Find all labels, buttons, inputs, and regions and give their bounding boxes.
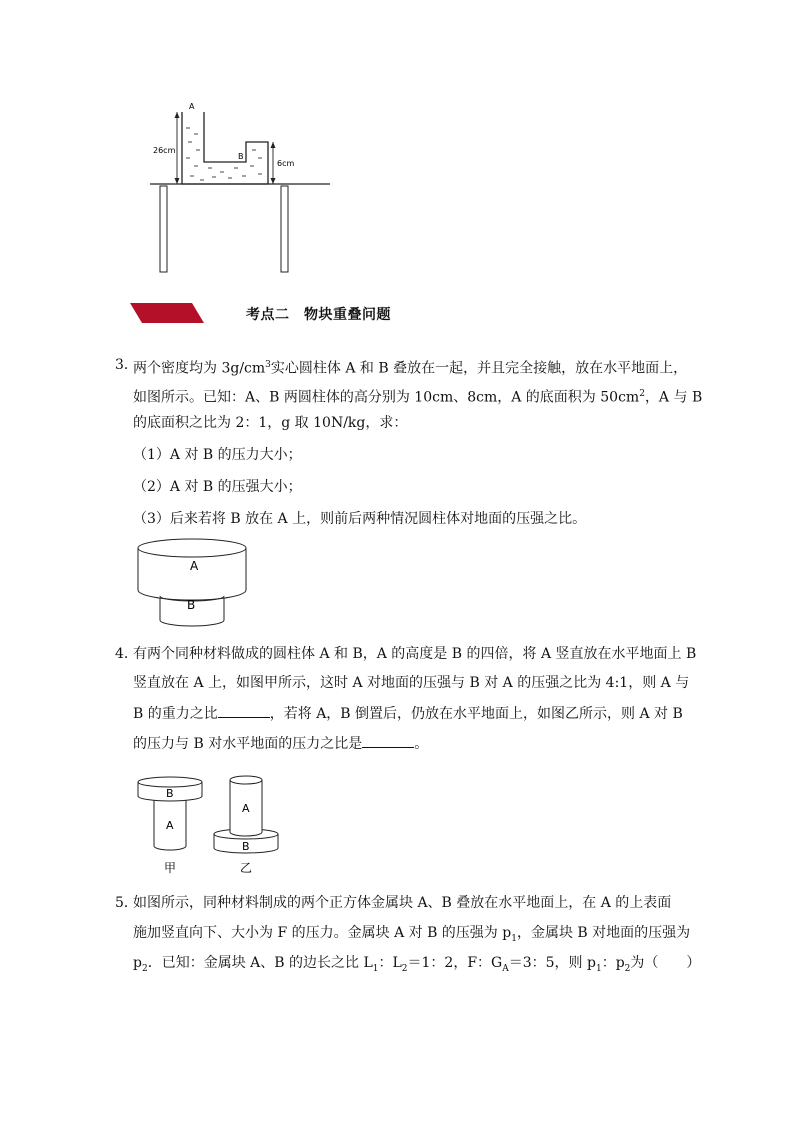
q5-line2-a: 施加竖直向下、大小为 F 的压力。金属块 A 对 B 的压强为 p xyxy=(133,925,512,941)
question-3-line-2 xyxy=(133,384,702,408)
vessel-dim-6cm: 6cm xyxy=(277,159,295,168)
question-3-sub-3: （3）后来若将 B 放在 A 上，则前后两种情况圆柱体对地面的压强之比。 xyxy=(133,511,587,527)
question-4-line-4 xyxy=(133,733,428,754)
section-title: 考点二 物块重叠问题 xyxy=(246,307,391,323)
question-5-number: 5． xyxy=(115,895,138,911)
jia-a-label: A xyxy=(166,819,174,832)
connected-vessel-figure xyxy=(150,98,340,278)
question-5-line-2 xyxy=(133,923,690,949)
question-4-line-1: 有两个同种材料做成的圆柱体 A 和 B，A 的高度是 B 的四倍，将 A 竖直放在水平地面上 B xyxy=(133,646,697,662)
stacked-cylinders-figure xyxy=(136,538,256,630)
q4-line4-a: 的压力与 B 对水平地面的压力之比是 xyxy=(133,736,363,752)
q5-line3-sub-p1: 1 xyxy=(595,963,602,974)
question-4-line-3 xyxy=(133,703,683,724)
question-3-sub-1: （1）A 对 B 的压力大小； xyxy=(133,447,302,463)
vessel-label-a: A xyxy=(189,102,195,111)
q5-line3-g: 为（ ） xyxy=(630,955,701,971)
q3-line1-a: 两个密度均为 3g/cm xyxy=(133,360,266,377)
jia-b-label: B xyxy=(166,787,174,800)
q3-line1-b: 实心圆柱体 A 和 B 叠放在一起，并且完全接触，放在水平地面上， xyxy=(270,360,688,377)
cylinder-b-label: B xyxy=(187,598,196,612)
q5-line3-sub-ga: A xyxy=(502,963,509,974)
question-3-line-1 xyxy=(133,355,687,379)
q5-line3-sub-l1: 1 xyxy=(372,963,379,974)
q5-line3-a: p xyxy=(133,955,142,971)
question-5-line-1: 如图所示，同种材料制成的两个正方体金属块 A、B 叠放在水平地面上，在 A 的上表面 xyxy=(133,895,672,911)
q5-line2-b: ，金属块 B 对地面的压强为 xyxy=(516,925,691,941)
q5-line3-sub2: 2 xyxy=(141,963,148,974)
q3-line2-b: ，A 与 B xyxy=(644,389,703,406)
question-5-line-3 xyxy=(133,953,700,979)
vessel-label-b: B xyxy=(238,152,244,161)
vessel-dim-26cm: 26cm xyxy=(153,146,176,155)
cylinder-a-label: A xyxy=(190,559,199,573)
question-3-line-3: 的底面积之比为 2：1，g 取 10N/kg，求： xyxy=(133,415,408,431)
q4-line3-b: ，若将 A，B 倒置后，仍放在水平地面上，如图乙所示，则 A 对 B xyxy=(269,706,683,722)
section-banner-shape xyxy=(130,303,205,323)
q5-line2-sub1: 1 xyxy=(511,933,517,944)
yi-a-label: A xyxy=(242,802,250,815)
yi-b-label: B xyxy=(242,840,250,853)
answer-blank-1[interactable] xyxy=(218,703,270,718)
answer-blank-2[interactable] xyxy=(362,733,414,748)
q4-line4-b: 。 xyxy=(414,736,429,752)
yi-caption: 乙 xyxy=(240,861,253,875)
q3-line2-sup: 2 xyxy=(639,389,645,399)
q3-line1-sup: 3 xyxy=(265,360,271,370)
q5-line3-sub-l2: 2 xyxy=(401,963,408,974)
cylinders-jia-yi-figure xyxy=(136,772,296,882)
question-3-sub-2: （2）A 对 B 的压强大小； xyxy=(133,479,302,495)
q5-line3-sub-p2: 2 xyxy=(624,963,631,974)
q5-line3-b: ．已知：金属块 A、B 的边长之比 L xyxy=(147,955,373,971)
q4-line3-a: B 的重力之比 xyxy=(133,706,218,722)
question-4-number: 4． xyxy=(115,646,138,662)
jia-caption: 甲 xyxy=(164,861,177,875)
question-3-number: 3． xyxy=(115,357,138,373)
q5-line3-f: ：p xyxy=(601,955,625,971)
q3-line2-a: 如图所示。已知：A、B 两圆柱体的高分别为 10cm、8cm，A 的底面积为 50cm xyxy=(133,389,640,406)
q5-line3-c: ：L xyxy=(378,955,402,971)
question-4-line-2: 竖直放在 A 上，如图甲所示，这时 A 对地面的压强与 B 对 A 的压强之比为 4:1，则 A 与 xyxy=(133,675,690,691)
q5-line3-d: ＝1：2，F：G xyxy=(407,955,503,971)
q5-line3-e: ＝3：5，则 p xyxy=(508,955,596,971)
